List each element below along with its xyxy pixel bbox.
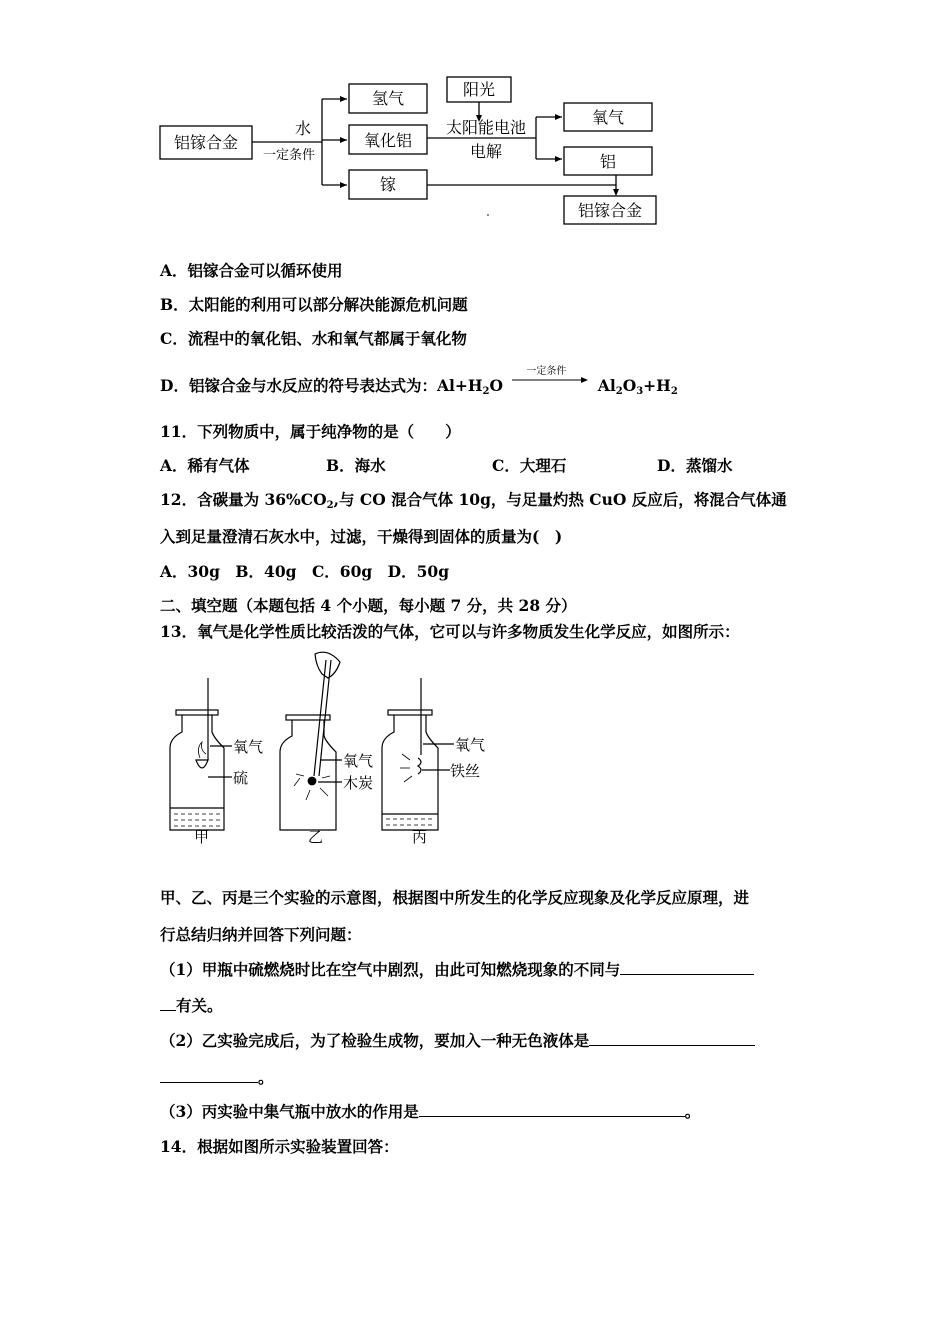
- fig-jia-oxygen-label: 氧气: [233, 738, 264, 756]
- q13-part-3-blank[interactable]: [419, 1102, 685, 1117]
- flow-alumina: 氧化铝: [363, 131, 413, 150]
- q10-d-sub3: 3: [636, 386, 644, 397]
- section-2-heading: 二、填空题（本题包括 4 个小题，每小题 7 分，共 28 分）: [160, 596, 577, 615]
- q10-d-arrow: [508, 366, 592, 396]
- q13-part-2-text: （2）乙实验完成后，为了检验生成物，要加入一种无色液体是: [160, 1031, 590, 1050]
- q13-intro-2: 行总结归纳并回答下列问题：: [160, 925, 362, 944]
- q13-part-1-cont: [160, 996, 223, 1016]
- flow-alloy-output: 铝镓合金: [577, 201, 643, 220]
- q13-stem: 13．氧气是化学性质比较活泼的气体，它可以与许多物质发生化学反应，如图所示：: [160, 622, 740, 641]
- q13-figure: [160, 650, 520, 850]
- q10-d-sub1: 2: [482, 386, 490, 397]
- flow-condition-label: 一定条件: [262, 148, 316, 163]
- q13-intro-1: 甲、乙、丙是三个实验的示意图，根据图中所发生的化学反应现象及化学反应原理，进: [160, 888, 750, 907]
- q13-part-2-end: 。: [258, 1068, 274, 1087]
- fig-bing-caption: 丙: [412, 828, 428, 846]
- q11-option-c: C．大理石: [492, 456, 567, 475]
- q10-d-sub2: 2: [615, 386, 623, 397]
- q11-option-a: A．稀有气体: [160, 456, 250, 475]
- q12-line1-sub: 2: [326, 500, 334, 511]
- q10-d-sub4: 2: [670, 386, 678, 397]
- q13-part-3-text: （3）丙实验中集气瓶中放水的作用是: [160, 1102, 419, 1121]
- q12-options: A．30g B．40g C．60g D．50g: [160, 562, 450, 581]
- q13-part-3: [160, 1102, 700, 1122]
- q13-part-2-blank[interactable]: [589, 1031, 755, 1046]
- q10-d-arrow-icon: [508, 376, 592, 396]
- q10-d-arrow-condition: 一定条件: [526, 366, 567, 377]
- q11-option-d: D．蒸馏水: [657, 456, 733, 475]
- q13-part-2: [160, 1031, 755, 1051]
- q12-line1: [160, 490, 787, 516]
- q13-part-1-end: 有关。: [176, 996, 223, 1015]
- flow-solar-cell: 太阳能电池: [445, 118, 527, 137]
- q13-part-1: [160, 960, 754, 980]
- q10-option-c: C．流程中的氧化铝、水和氧气都属于氧化物: [160, 329, 467, 348]
- q13-part-1-blank[interactable]: [620, 960, 754, 975]
- q14-stem: 14．根据如图所示实验装置回答：: [160, 1137, 399, 1156]
- flow-hydrogen: 氢气: [371, 89, 405, 108]
- flow-diagram: [150, 70, 670, 230]
- q13-part-1-text: （1）甲瓶中硫燃烧时比在空气中剧烈，由此可知燃烧现象的不同与: [160, 960, 621, 979]
- q13-part-1-blank-cont[interactable]: [160, 996, 176, 1011]
- flow-aluminum: 铝: [599, 152, 617, 171]
- fig-jia-sulfur-label: 硫: [233, 769, 249, 787]
- flow-water-label: 水: [294, 119, 312, 138]
- q13-part-3-end: 。: [684, 1102, 701, 1121]
- q10-d-al: Al: [597, 376, 616, 395]
- fig-yi-caption: 乙: [308, 828, 324, 846]
- q10-d-o: O: [622, 376, 637, 395]
- q12-line1-a: 12．含碳量为 36%CO: [160, 490, 327, 509]
- flow-oxygen: 氧气: [591, 108, 625, 127]
- q13-part-2-cont: [160, 1068, 274, 1088]
- q11-stem: 11．下列物质中，属于纯净物的是（ ）: [160, 422, 461, 441]
- q10-d-mid: O: [489, 376, 503, 395]
- q10-d-h: +H: [643, 376, 671, 395]
- q12-line1-b: ,与 CO 混合气体 10g，与足量灼热 CuO 反应后，将混合气体通: [333, 490, 787, 509]
- fig-yi-charcoal-label: 木炭: [343, 774, 374, 792]
- q13-part-2-blank-cont[interactable]: [160, 1068, 258, 1083]
- flow-alloy-input: 铝镓合金: [173, 133, 239, 152]
- q10-option-a: A．铝镓合金可以循环使用: [160, 261, 343, 280]
- q11-option-b: B．海水: [326, 456, 386, 475]
- q12-line2: 入到足量澄清石灰水中，过滤，干燥得到固体的质量为( ): [160, 527, 563, 546]
- q10-d-prefix: D．铝镓合金与水反应的符号表达式为：Al+H: [160, 376, 483, 395]
- fig-jia-caption: 甲: [194, 828, 210, 846]
- fig-bing-iron-label: 铁丝: [450, 762, 481, 780]
- fig-yi-oxygen-label: 氧气: [343, 752, 374, 770]
- flow-electrolysis: 电解: [469, 142, 503, 161]
- q10-option-d: [160, 366, 678, 402]
- fig-bing-oxygen-label: 氧气: [455, 736, 486, 754]
- q10-option-b: B．太阳能的利用可以部分解决能源危机问题: [160, 295, 468, 314]
- flow-sunlight: 阳光: [462, 80, 496, 99]
- flow-gallium: 镓: [379, 175, 397, 194]
